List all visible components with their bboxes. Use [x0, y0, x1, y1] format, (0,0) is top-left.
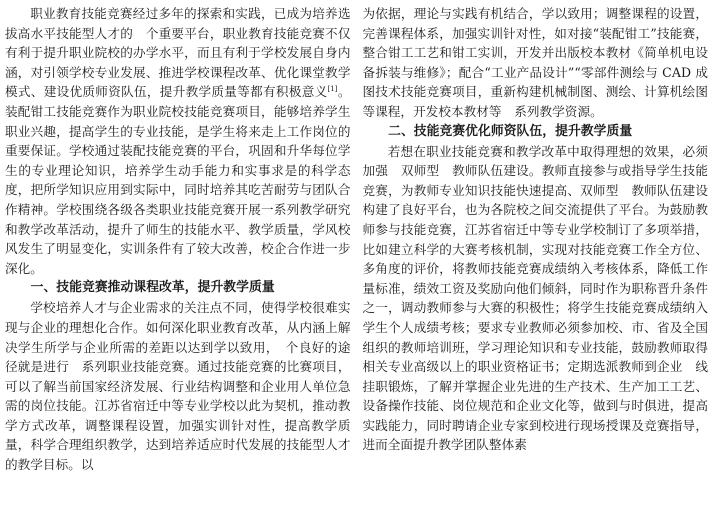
intro-text: 职业教育技能竞赛经过多年的探索和实践，已成为培养选拔高水平技能型人才的 个重要平台，职业教育技能竞赛不仅有利于提升职业院校的办学水平，而且有利于学校发展自身内涵，对引领学校专业发展、推进学校课程改革、优化课堂教学模式、建设优质师资队伍，提升教学质量等都有积极意义	[5, 6, 351, 100]
section-heading-1: 一、技能竞赛推动课程改革，提升教学质量	[30, 280, 275, 296]
left-column	[5, 4, 351, 520]
section1-paragraph: 学校培养人才与企业需求的关注点不同，使得学校很难实现与企业的理想化合作。如何深化职业教育改革，从内涵上解决学生所学与企业所需的差距以达到学以致用， 个良好的途径就是进行 系列职业技能竞赛。通过技能竞赛的比赛项目，可以了解当前国家经济发展、行业结构调整和企业用人单位急需的岗位技能。江苏省宿迁中等专业学校以此为契机，推动教学方式改革，调整课程设置，加强实训针对性，提高教学质量，科学合理组织教学，达到培养适应时代发展的技能型人才的教学目标。以	[5, 300, 351, 473]
section-heading-2: 二、技能竞赛优化师资队伍，提升教学质量	[388, 123, 633, 139]
intro-text-tail: 。装配钳工技能竞赛作为职业院校技能竞赛项目，能够培养学生职业兴趣，提高学生的专业技能，是学生将来走上工作岗位的重要保证。学校通过装配技能竞赛的平台，巩固和升华每位学生的专业理论知识，培养学生动手能力和实事求是的科学态度，把所学知识应用到实际中，同时培养其吃苦耐劳与团队合作精神。学校围绕各级各类职业技能竞赛开展一系列教学研究和教学改革活动，提升了师生的技能水平、教学质量，学风校风发生了明显变化，实训条件有了较大改善，校企合作进一步深化。	[5, 84, 351, 276]
right-column	[363, 4, 709, 520]
citation-ref: [1]	[327, 85, 338, 94]
section1-paragraph-continued: 为依据，理论与实践有机结合，学以致用；调整课程的设置，完善课程体系，加强实训针对性，如对接“装配钳工”技能赛，整合钳工工艺和钳工实训，开发并出版校本教材《简单机电设备拆装与维修》；配合“工业产品设计”“零部件测绘与 CAD 成图技术技能竞赛项目，重新构建机械制图、测绘、计算机绘图等课程，开发校本教材等 系列教学资源。	[362, 6, 708, 119]
intro-paragraph	[5, 4, 351, 278]
section2-paragraph: 若想在职业技能竞赛和教学改革中取得理想的效果，必须加强 双师型 教师队伍建设。教师直接参与或指导学生技能竞赛，为教师专业知识技能快速提高、双师型 教师队伍建设构建了良好平台，也为各院校之间交流提供了平台。为鼓励教师参与技能竞赛，江苏省宿迁中等专业学校制订了多项举措，比如建立科学的大赛考核机制，实现对技能竞赛工作全方位、多角度的评价，将教师技能竞赛成绩纳入考核体系，降低工作量标准，绩效工资及奖励向他们倾斜，同时作为职称晋升条件之一，调动教师参与大赛的积极性；将学生技能竞赛成绩纳入学生个人成绩考核；要求专业教师必须参加校、市、省及全国组织的教师培训班，学习理论知识和专业技能，鼓励教师取得相关专业高级以上的职业资格证书；定期选派教师到企业 线挂职锻炼，了解并掌握企业先进的生产技术、生产加工工艺、设备操作技能、岗位规范和企业文化等，做到与时俱进，提高实践能力，同时聘请企业专家到校进行现场授课及竞赛指导，进而全面提升教学团队整体素	[362, 143, 708, 453]
